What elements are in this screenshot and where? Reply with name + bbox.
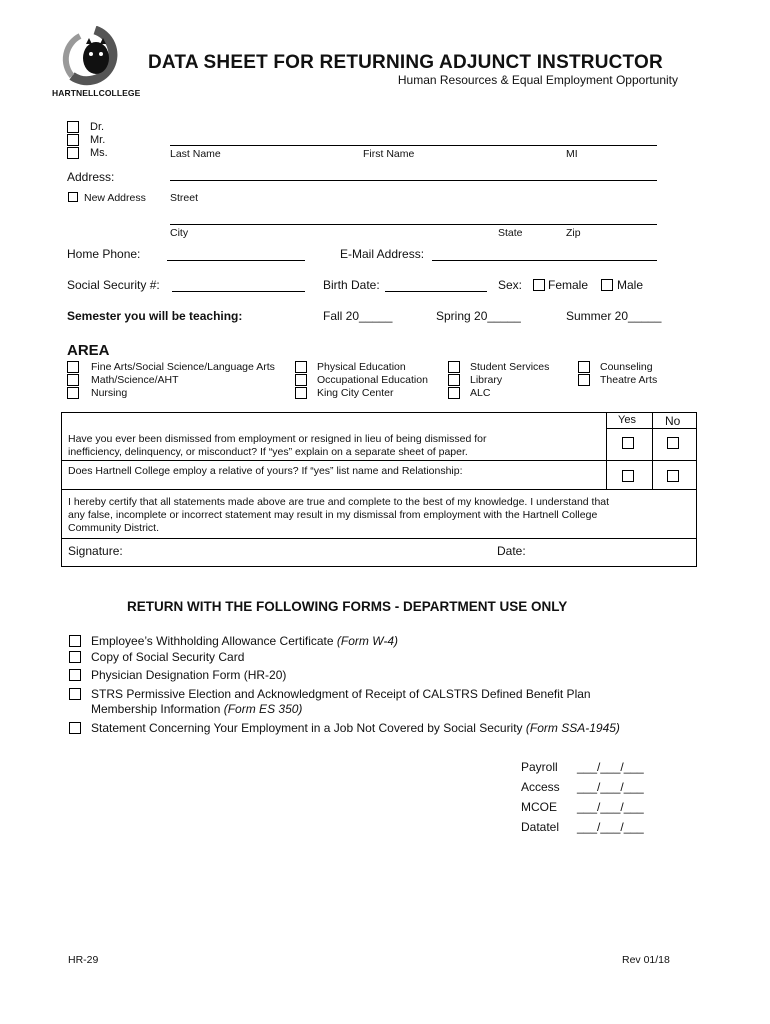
mr-checkbox[interactable] (67, 134, 79, 146)
form-w4-item (91, 634, 398, 648)
hr20-label: Physician Designation Form (HR-20) (91, 668, 287, 682)
table-divider (606, 412, 607, 489)
q1-yes-checkbox[interactable] (622, 437, 634, 449)
area-nursing-checkbox[interactable] (67, 387, 79, 399)
sex-label: Sex: (498, 278, 523, 292)
area-library-checkbox[interactable] (448, 374, 460, 386)
area-pe-checkbox[interactable] (295, 361, 307, 373)
revision-label: Rev 01/18 (622, 954, 670, 966)
home-phone-label: Home Phone: (67, 247, 141, 261)
ssn-field[interactable] (172, 291, 305, 292)
area-nursing-label: Nursing (91, 387, 128, 399)
semester-label: Semester you will be teaching: (67, 309, 243, 323)
dr-checkbox[interactable] (67, 121, 79, 133)
address-line[interactable] (170, 180, 657, 181)
certification-line1: I hereby certify that all statements made above are true and complete to the best of my knowledge. I understand that (68, 496, 610, 508)
birth-date-field[interactable] (385, 291, 487, 292)
area-math-label: Math/Science/AHT (91, 374, 179, 386)
area-fine-arts-label: Fine Arts/Social Science/Language Arts (91, 361, 275, 373)
q1-text-line1: Have you ever been dismissed from employment or resigned in lieu of being dismissed for (68, 433, 487, 445)
table-divider (61, 460, 697, 461)
certification-line2: any false, incomplete or incorrect statement may result in my dismissal from employment with the Hartnell College (68, 509, 598, 521)
fall-field[interactable]: Fall 20_____ (323, 309, 393, 323)
area-fine-arts-checkbox[interactable] (67, 361, 79, 373)
table-divider (61, 489, 697, 490)
ssn-card-label: Copy of Social Security Card (91, 650, 245, 664)
summer-field[interactable]: Summer 20_____ (566, 309, 662, 323)
access-label: Access (521, 780, 560, 794)
datatel-label: Datatel (521, 820, 560, 834)
new-address-checkbox[interactable] (68, 192, 78, 202)
name-field-line[interactable] (170, 145, 657, 146)
email-label: E-Mail Address: (340, 247, 425, 261)
state-label: State (498, 227, 523, 239)
first-name-label: First Name (363, 148, 415, 160)
q2-yes-checkbox[interactable] (622, 470, 634, 482)
ssa1945-form-code: (Form SSA-1945) (525, 721, 620, 735)
certification-line3: Community District. (68, 522, 160, 534)
q2-no-checkbox[interactable] (667, 470, 679, 482)
female-checkbox[interactable] (533, 279, 545, 291)
ssn-card-checkbox[interactable] (69, 651, 81, 663)
q2-text: Does Hartnell College employ a relative of yours? If “yes” list name and Relationship: (68, 465, 463, 477)
area-occupational-checkbox[interactable] (295, 374, 307, 386)
email-field[interactable] (432, 260, 657, 261)
yes-header: Yes (618, 414, 636, 426)
area-theatre-checkbox[interactable] (578, 374, 590, 386)
mi-label: MI (566, 148, 578, 160)
area-pe-label: Physical Education (317, 361, 406, 373)
last-name-label: Last Name (170, 148, 221, 160)
mr-label: Mr. (90, 134, 106, 146)
ssn-label: Social Security #: (67, 278, 160, 292)
table-divider (61, 538, 697, 539)
datatel-date-field[interactable]: ___/___/___ (577, 820, 644, 834)
strs-form-code: (Form ES 350) (223, 702, 303, 716)
payroll-label: Payroll (521, 760, 558, 774)
no-header: No (665, 414, 681, 428)
area-king-city-checkbox[interactable] (295, 387, 307, 399)
male-label: Male (617, 278, 644, 292)
area-theatre-label: Theatre Arts (600, 374, 658, 386)
ms-label: Ms. (90, 147, 108, 159)
form-w4-checkbox[interactable] (69, 635, 81, 647)
strs-checkbox[interactable] (69, 688, 81, 700)
signature-label: Signature: (68, 544, 123, 558)
hr20-checkbox[interactable] (69, 669, 81, 681)
form-id: HR-29 (68, 954, 99, 966)
female-label: Female (548, 278, 589, 292)
form-w4-label: Employee’s Withholding Allowance Certificate (91, 634, 334, 648)
home-phone-field[interactable] (167, 260, 305, 261)
page-title: DATA SHEET FOR RETURNING ADJUNCT INSTRUCTOR (148, 52, 663, 73)
city-label: City (170, 227, 189, 239)
area-heading: AREA (67, 342, 110, 359)
area-student-services-checkbox[interactable] (448, 361, 460, 373)
return-forms-heading: RETURN WITH THE FOLLOWING FORMS - DEPARTMENT USE ONLY (127, 599, 568, 614)
area-king-city-label: King City Center (317, 387, 394, 399)
area-alc-label: ALC (470, 387, 491, 399)
payroll-date-field[interactable]: ___/___/___ (577, 760, 644, 774)
spring-field[interactable]: Spring 20_____ (436, 309, 521, 323)
ssa1945-checkbox[interactable] (69, 722, 81, 734)
city-line[interactable] (170, 224, 657, 225)
male-checkbox[interactable] (601, 279, 613, 291)
area-counseling-label: Counseling (600, 361, 653, 373)
strs-label-line2 (91, 702, 302, 716)
street-label: Street (170, 192, 199, 204)
area-student-services-label: Student Services (470, 361, 550, 373)
birth-date-label: Birth Date: (323, 278, 380, 292)
ssa1945-label: Statement Concerning Your Employment in a Job Not Covered by Social Security (91, 721, 523, 735)
ms-checkbox[interactable] (67, 147, 79, 159)
q1-no-checkbox[interactable] (667, 437, 679, 449)
date-label: Date: (497, 544, 526, 558)
area-alc-checkbox[interactable] (448, 387, 460, 399)
area-math-checkbox[interactable] (67, 374, 79, 386)
new-address-label: New Address (84, 192, 146, 204)
area-occupational-label: Occupational Education (317, 374, 428, 386)
dr-label: Dr. (90, 121, 105, 133)
table-divider (606, 428, 697, 429)
ssa1945-item (91, 721, 620, 735)
access-date-field[interactable]: ___/___/___ (577, 780, 644, 794)
mcoe-date-field[interactable]: ___/___/___ (577, 800, 644, 814)
strs-label-line1: STRS Permissive Election and Acknowledgment of Receipt of CALSTRS Defined Benefit Plan (91, 687, 591, 701)
college-name: HARTNELLCOLLEGE (52, 88, 141, 98)
q1-text-line2: inefficiency, delinquency, or misconduct? If “yes” explain on a separate sheet of paper. (68, 446, 468, 458)
mcoe-label: MCOE (521, 800, 557, 814)
area-library-label: Library (470, 374, 503, 386)
page-subtitle: Human Resources & Equal Employment Opportunity (397, 73, 678, 87)
zip-label: Zip (566, 227, 581, 239)
area-counseling-checkbox[interactable] (578, 361, 590, 373)
strs-membership-label: Membership Information (91, 702, 221, 716)
form-w4-code: (Form W-4) (336, 634, 399, 648)
address-label: Address: (67, 170, 115, 184)
table-divider (652, 412, 653, 489)
